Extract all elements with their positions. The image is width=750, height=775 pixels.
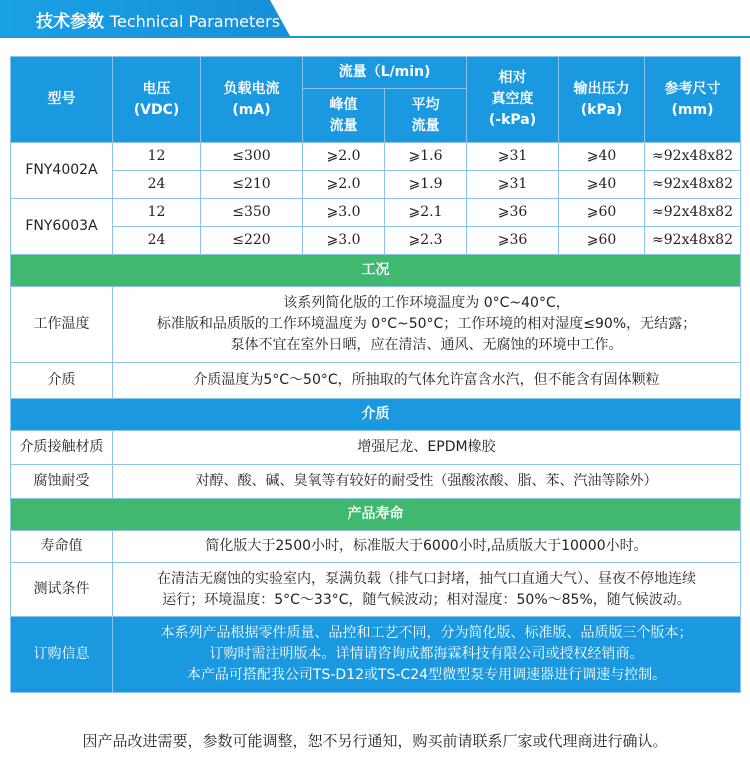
table-row <box>11 227 741 255</box>
voltage-cell: 24 <box>113 227 201 255</box>
technical-parameters-table <box>10 56 741 693</box>
model-name: FNY6003A <box>11 199 113 255</box>
corrosion-label: 腐蚀耐受 <box>11 465 113 499</box>
header-size: 参考尺寸 (mm) <box>645 57 741 143</box>
vacuum-cell: ⩾31 <box>467 143 559 171</box>
table-row <box>11 617 741 693</box>
voltage-cell: 12 <box>113 199 201 227</box>
test-conditions-label: 测试条件 <box>11 563 113 617</box>
section-row-conditions <box>11 255 741 287</box>
table-row <box>11 287 741 363</box>
title-chinese: 技术参数 <box>36 12 104 32</box>
footer-note: 因产品改进需要，参数可能调整，恕不另行通知，购买前请联系厂家或代理商进行确认。 <box>82 732 668 750</box>
header-flow: 流量（L/min) <box>303 57 467 89</box>
order-info-label: 订购信息 <box>11 617 113 693</box>
header-pressure: 输出压力 (kPa) <box>559 57 645 143</box>
peak-flow-cell: ⩾2.0 <box>303 171 385 199</box>
section-title <box>36 7 280 32</box>
pressure-cell: ⩾60 <box>559 227 645 255</box>
section-conditions-title: 工况 <box>11 255 741 287</box>
table-row <box>11 363 741 399</box>
vacuum-cell: ⩾36 <box>467 227 559 255</box>
pressure-cell: ⩾40 <box>559 171 645 199</box>
voltage-cell: 12 <box>113 143 201 171</box>
header-row-1 <box>11 57 741 89</box>
contact-material-label: 介质接触材质 <box>11 431 113 465</box>
section-row-medium <box>11 399 741 431</box>
peak-flow-cell: ⩾3.0 <box>303 199 385 227</box>
current-cell: ≤210 <box>201 171 303 199</box>
work-temp-label: 工作温度 <box>11 287 113 363</box>
contact-material-text: 增强尼龙、EPDM橡胶 <box>113 431 741 465</box>
life-value-text: 简化版大于2500小时，标准版大于6000小时,品质版大于10000小时。 <box>113 531 741 563</box>
header-vacuum: 相对 真空度 (-kPa) <box>467 57 559 143</box>
pressure-cell: ⩾60 <box>559 199 645 227</box>
section-header <box>0 0 750 44</box>
avg-flow-cell: ⩾1.6 <box>385 143 467 171</box>
table-row <box>11 199 741 227</box>
header-flow-peak: 峰值 流量 <box>303 89 385 143</box>
order-info-text: 本系列产品根据零件质量、品控和工艺不同，分为简化版、标准版、品质版三个版本； 订购时需注明版本。详情请咨询成都海霖科技有限公司或授权经销商。 本产品可搭配我公司TS-D12或TS-C24型微型泵专用调速器进行调速与控制。 <box>113 617 741 693</box>
header-underline <box>0 36 750 38</box>
size-cell: ≈92x48x82 <box>645 171 741 199</box>
size-cell: ≈92x48x82 <box>645 199 741 227</box>
corrosion-text: 对醇、酸、碱、臭氧等有较好的耐受性（强酸浓酸、脂、苯、汽油等除外） <box>113 465 741 499</box>
table-row <box>11 171 741 199</box>
test-conditions-text: 在清洁无腐蚀的实验室内，泵满负载（排气口封堵，抽气口直通大气）、昼夜不停地连续 运行；环境温度：5°C～33°C，随气候波动；相对湿度：50%～85%，随气候波动。 <box>113 563 741 617</box>
avg-flow-cell: ⩾1.9 <box>385 171 467 199</box>
section-life-title: 产品寿命 <box>11 499 741 531</box>
size-cell: ≈92x48x82 <box>645 227 741 255</box>
vacuum-cell: ⩾36 <box>467 199 559 227</box>
header-flow-avg: 平均 流量 <box>385 89 467 143</box>
table-row <box>11 465 741 499</box>
pressure-cell: ⩾40 <box>559 143 645 171</box>
table-row <box>11 531 741 563</box>
avg-flow-cell: ⩾2.1 <box>385 199 467 227</box>
table-row <box>11 563 741 617</box>
table-row <box>11 143 741 171</box>
avg-flow-cell: ⩾2.3 <box>385 227 467 255</box>
current-cell: ≤300 <box>201 143 303 171</box>
section-row-life <box>11 499 741 531</box>
voltage-cell: 24 <box>113 171 201 199</box>
current-cell: ≤350 <box>201 199 303 227</box>
medium-label: 介质 <box>11 363 113 399</box>
medium-text: 介质温度为5°C～50°C，所抽取的气体允许富含水汽，但不能含有固体颗粒 <box>113 363 741 399</box>
life-value-label: 寿命值 <box>11 531 113 563</box>
header-voltage: 电压 (VDC) <box>113 57 201 143</box>
peak-flow-cell: ⩾2.0 <box>303 143 385 171</box>
work-temp-text: 该系列简化版的工作环境温度为 0°C~40°C， 标准版和品质版的工作环境温度为 0°C~50°C；工作环境的相对湿度≤90%，无结露； 泵体不宜在室外日晒，应在清洁、通风、无腐蚀的环境中工作。 <box>113 287 741 363</box>
size-cell: ≈92x48x82 <box>645 143 741 171</box>
header-model: 型号 <box>11 57 113 143</box>
header-current: 负载电流 (mA) <box>201 57 303 143</box>
model-name: FNY4002A <box>11 143 113 199</box>
table-row <box>11 431 741 465</box>
peak-flow-cell: ⩾3.0 <box>303 227 385 255</box>
section-medium-title: 介质 <box>11 399 741 431</box>
current-cell: ≤220 <box>201 227 303 255</box>
vacuum-cell: ⩾31 <box>467 171 559 199</box>
title-english: Technical Parameters <box>109 12 281 31</box>
